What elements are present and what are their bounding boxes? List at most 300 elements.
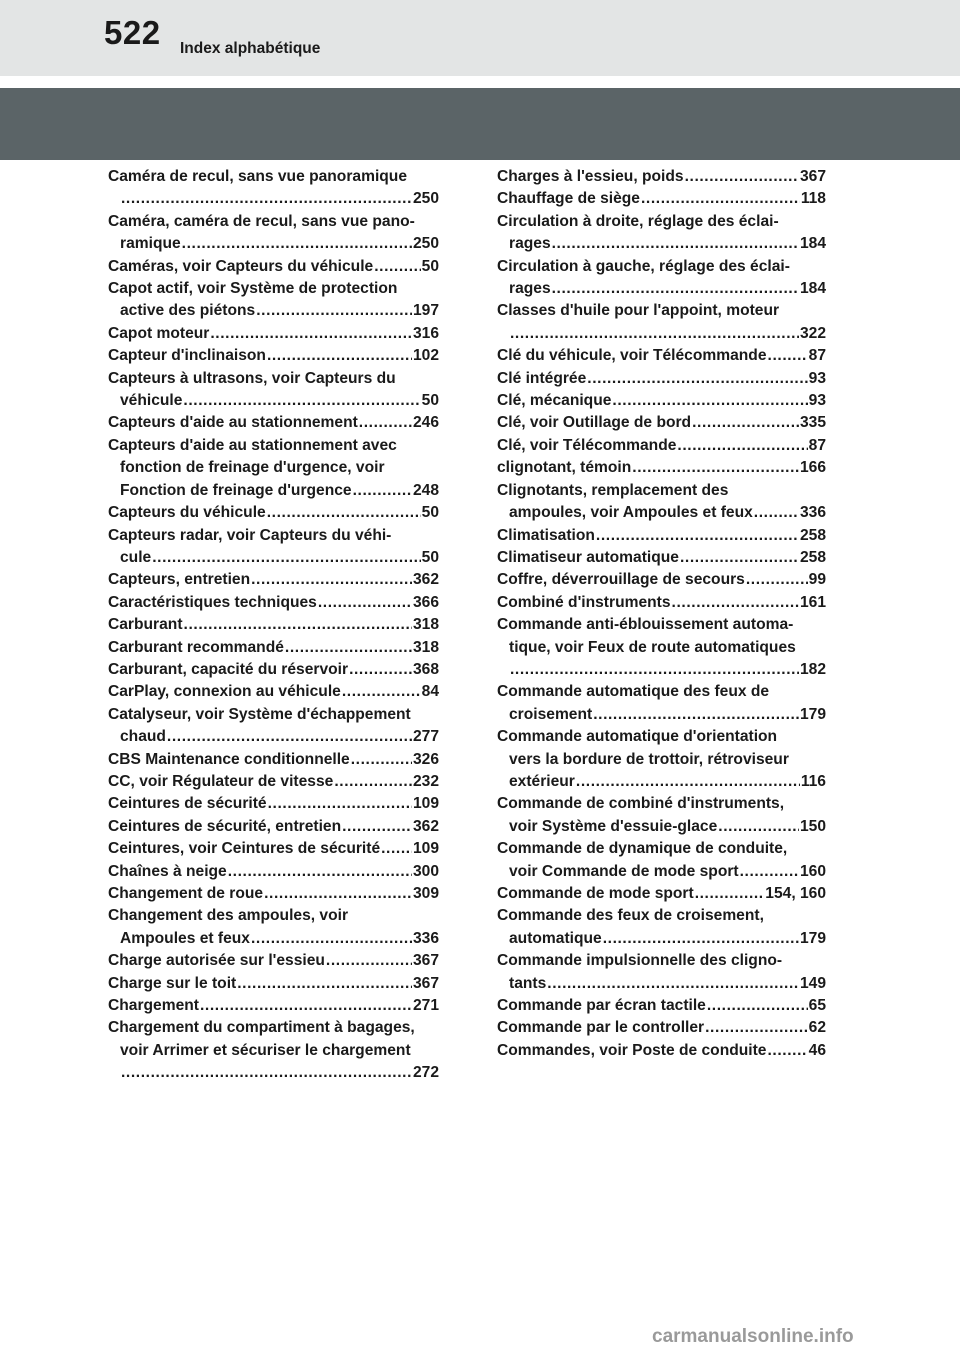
- dot-leader: [768, 345, 808, 367]
- index-page-reference: 62: [808, 1019, 826, 1037]
- index-entry-term: Climatiseur automatique: [497, 548, 679, 566]
- index-entry-reference: [108, 793, 439, 815]
- index-entry-reference: [108, 995, 439, 1017]
- index-entry-reference: [108, 771, 439, 793]
- index-page-reference: 50: [421, 548, 439, 566]
- dot-leader: [677, 435, 807, 457]
- index-entry: [108, 592, 439, 614]
- index-entry: [108, 681, 439, 703]
- index-entry-term: Clé intégrée: [497, 369, 587, 387]
- dot-leader: [767, 1040, 807, 1062]
- index-entry-line: Classes d'huile pour l'appoint, moteur: [497, 302, 780, 320]
- index-entry: [497, 390, 826, 412]
- index-entry: [108, 435, 439, 502]
- index-entry: [497, 995, 826, 1017]
- index-entry-line: Commande automatique des feux de: [497, 683, 770, 701]
- page-header: [0, 0, 960, 76]
- index-entry-reference: [497, 278, 826, 300]
- index-entry-term: Charge autorisée sur l'essieu: [108, 952, 325, 970]
- index-entry-line: fonction de freinage d'urgence, voir: [120, 459, 385, 477]
- dot-leader: [210, 323, 412, 345]
- dot-leader: [182, 233, 412, 255]
- index-entry: [108, 502, 439, 524]
- dot-leader: [342, 816, 412, 838]
- index-entry-reference: [108, 569, 439, 591]
- index-page-reference: 246: [412, 414, 439, 432]
- index-entry-term: Charges à l'essieu, poids: [497, 168, 684, 185]
- dot-leader: [680, 547, 799, 569]
- index-page-reference: 102: [412, 347, 439, 365]
- index-page-reference: 258: [799, 548, 826, 566]
- index-entry: [108, 838, 439, 860]
- index-entry-reference: [497, 592, 826, 614]
- index-entry-term: rages: [509, 280, 551, 298]
- index-entry-term: Commandes, voir Poste de conduite: [497, 1041, 767, 1059]
- index-entry-line: Circulation à gauche, réglage des éclai-: [497, 257, 790, 275]
- index-entry: [108, 569, 439, 591]
- index-entry: [108, 950, 439, 972]
- index-page-reference: 84: [421, 683, 439, 701]
- index-entry-reference: [108, 883, 439, 905]
- index-entry-term: Capteurs d'aide au stationnement: [108, 414, 358, 432]
- index-entry-term: automatique: [509, 929, 602, 947]
- index-entry-line: Capteurs radar, voir Capteurs du véhi-: [108, 526, 392, 544]
- index-entry-term: tants: [509, 974, 547, 992]
- index-entry: [108, 412, 439, 434]
- index-page-reference: 50: [421, 392, 439, 410]
- index-entry-reference: [108, 950, 439, 972]
- index-page-reference: 367: [412, 974, 439, 992]
- index-entry-line: Catalyseur, voir Système d'échappement: [108, 705, 411, 723]
- index-entry-term: Caractéristiques techniques: [108, 593, 317, 611]
- dot-leader: [184, 614, 412, 636]
- index-entry-reference: [108, 345, 439, 367]
- index-entry-line: Capteurs d'aide au stationnement avec: [108, 436, 397, 454]
- index-entry-reference: [108, 1062, 439, 1084]
- index-page-reference: 50: [421, 257, 439, 275]
- index-page-reference: 250: [412, 235, 439, 253]
- index-entry-reference: [497, 547, 826, 569]
- dot-leader: [121, 188, 412, 210]
- index-page-reference: 109: [412, 795, 439, 813]
- dot-leader: [342, 681, 421, 703]
- dot-leader: [547, 973, 799, 995]
- index-entry: [108, 816, 439, 838]
- index-entry-reference: [497, 995, 826, 1017]
- index-page-reference: 182: [799, 660, 826, 678]
- index-page-reference: 248: [412, 481, 439, 499]
- index-entry-reference: [108, 838, 439, 860]
- index-entry: [497, 300, 826, 345]
- index-page-reference: 109: [412, 840, 439, 858]
- index-entry-reference: [108, 502, 439, 524]
- index-entry-reference: [108, 861, 439, 883]
- index-page-reference: 367: [799, 168, 826, 185]
- index-entry-reference: [497, 435, 826, 457]
- index-page-reference: 197: [412, 302, 439, 320]
- index-entry-term: Commande par écran tactile: [497, 997, 706, 1015]
- dot-leader: [587, 368, 807, 390]
- index-entry-line: Caméra, caméra de recul, sans vue pano-: [108, 212, 415, 230]
- index-entry: [497, 950, 826, 995]
- dot-leader: [740, 861, 799, 883]
- dot-leader: [351, 749, 412, 771]
- index-entry-line: Commande impulsionnelle des cligno-: [497, 952, 783, 970]
- index-entry-reference: [497, 569, 826, 591]
- index-entry: [108, 368, 439, 413]
- dot-leader: [381, 838, 412, 860]
- index-entry: [108, 166, 439, 211]
- dot-leader: [632, 457, 799, 479]
- dot-leader: [374, 256, 420, 278]
- index-page-reference: 258: [799, 526, 826, 544]
- index-entry-reference: [497, 1017, 826, 1039]
- dot-leader: [612, 390, 807, 412]
- dot-leader: [267, 502, 421, 524]
- index-page-reference: 184: [799, 280, 826, 298]
- index-entry-reference: [497, 233, 826, 255]
- index-entry-reference: [497, 166, 826, 188]
- index-page-reference: 93: [808, 392, 826, 410]
- index-entry-reference: [497, 861, 826, 883]
- index-entry: [108, 659, 439, 681]
- index-entry-reference: [108, 323, 439, 345]
- index-entry-term: Carburant, capacité du réservoir: [108, 660, 349, 678]
- index-page-reference: 87: [808, 347, 826, 365]
- dot-leader: [576, 771, 800, 793]
- index-entry: [108, 256, 439, 278]
- index-entry: [497, 1017, 826, 1039]
- index-entry-reference: [108, 928, 439, 950]
- index-entry: [497, 345, 826, 367]
- index-entry: [108, 749, 439, 771]
- index-page-reference: 326: [412, 750, 439, 768]
- index-entry-reference: [108, 681, 439, 703]
- dot-leader: [251, 928, 412, 950]
- index-entry: [497, 412, 826, 434]
- dot-leader: [256, 300, 412, 322]
- index-entry: [108, 883, 439, 905]
- dot-leader: [228, 861, 412, 883]
- index-entry: [497, 211, 826, 256]
- dot-leader: [251, 569, 412, 591]
- index-entry-reference: [497, 502, 826, 524]
- index-page-reference: 179: [799, 705, 826, 723]
- index-page-reference: 318: [412, 638, 439, 656]
- index-entry-line: Clignotants, remplacement des: [497, 481, 729, 499]
- index-entry-reference: [497, 412, 826, 434]
- index-page-reference: 250: [412, 190, 439, 208]
- index-page-reference: 166: [799, 459, 826, 477]
- dot-leader: [695, 883, 765, 905]
- index-page-reference: 179: [799, 929, 826, 947]
- index-page-reference: 161: [799, 593, 826, 611]
- dot-leader: [603, 928, 799, 950]
- index-entry: [497, 1040, 826, 1062]
- index-entry: [108, 861, 439, 883]
- index-entry-term: Coffre, déverrouillage de secours: [497, 571, 745, 589]
- index-page-reference: 367: [412, 952, 439, 970]
- index-column-right: [497, 166, 826, 1062]
- index-page-reference: 154, 160: [765, 885, 826, 902]
- index-page-reference: 184: [799, 235, 826, 253]
- index-entry-reference: [108, 233, 439, 255]
- index-entry: [108, 211, 439, 256]
- index-entry: [497, 569, 826, 591]
- index-entry-term: croisement: [509, 705, 593, 723]
- dot-leader: [334, 771, 412, 793]
- index-entry-reference: [497, 345, 826, 367]
- index-page-reference: 271: [412, 997, 439, 1015]
- dot-leader: [349, 659, 412, 681]
- dot-leader: [641, 188, 800, 210]
- index-entry-line: Chargement du compartiment à bagages,: [108, 1019, 415, 1037]
- dot-leader: [692, 412, 799, 434]
- index-entry-reference: [497, 816, 826, 838]
- dot-leader: [685, 166, 799, 188]
- index-entry: [108, 345, 439, 367]
- index-entry-term: Chaînes à neige: [108, 862, 227, 880]
- index-entry: [497, 256, 826, 301]
- dot-leader: [672, 592, 799, 614]
- index-entry-term: Commande par le controller: [497, 1019, 705, 1037]
- index-page-reference: 322: [799, 324, 826, 342]
- index-entry: [497, 793, 826, 838]
- index-entry-reference: [108, 188, 439, 210]
- index-column-left: [108, 166, 439, 1085]
- index-page-reference: 50: [421, 504, 439, 522]
- index-page-reference: 277: [412, 728, 439, 746]
- index-page-reference: 368: [412, 660, 439, 678]
- index-entry: [108, 704, 439, 749]
- index-entry-term: Clé du véhicule, voir Télécommande: [497, 347, 767, 365]
- dot-leader: [746, 569, 808, 591]
- index-page-reference: 46: [808, 1041, 826, 1059]
- index-entry: [108, 995, 439, 1017]
- index-entry-line: Capot actif, voir Système de protection: [108, 280, 398, 298]
- index-entry-reference: [497, 883, 826, 905]
- dot-leader: [167, 726, 412, 748]
- index-page-reference: 118: [800, 190, 826, 208]
- index-entry-term: Fonction de freinage d'urgence: [120, 481, 352, 499]
- index-entry-reference: [108, 816, 439, 838]
- index-entry-line: Commande de combiné d'instruments,: [497, 795, 785, 813]
- index-entry: [497, 480, 826, 525]
- index-entry-term: extérieur: [509, 772, 575, 790]
- dot-leader: [718, 816, 799, 838]
- index-entry-term: Ceintures de sécurité, entretien: [108, 817, 342, 835]
- index-entry-term: Capot moteur: [108, 324, 210, 342]
- index-entry-term: Climatisation: [497, 526, 595, 544]
- dot-leader: [318, 592, 412, 614]
- index-entry: [497, 681, 826, 726]
- index-entry-line: Caméra de recul, sans vue panoramique: [108, 168, 407, 185]
- index-entry-reference: [108, 614, 439, 636]
- index-entry-term: ramique: [120, 235, 181, 253]
- index-entry-reference: [497, 771, 826, 793]
- index-entry: [497, 547, 826, 569]
- index-entry-term: Combiné d'instruments: [497, 593, 671, 611]
- index-entry-term: Clé, voir Télécommande: [497, 436, 677, 454]
- index-entry-term: Capteur d'inclinaison: [108, 347, 266, 365]
- index-entry-term: Capteurs du véhicule: [108, 504, 266, 522]
- index-entry-reference: [108, 256, 439, 278]
- dot-leader: [237, 973, 412, 995]
- index-entry: [108, 323, 439, 345]
- index-entry-line: Commande des feux de croisement,: [497, 907, 764, 925]
- index-entry-reference: [108, 300, 439, 322]
- index-entry-term: Ceintures de sécurité: [108, 795, 267, 813]
- dot-leader: [200, 995, 412, 1017]
- dot-leader: [510, 659, 799, 681]
- dot-leader: [353, 480, 412, 502]
- index-entry-reference: [497, 704, 826, 726]
- index-entry-line: Commande automatique d'orientation: [497, 728, 778, 746]
- index-page-reference: 99: [808, 571, 826, 589]
- index-entry-reference: [497, 390, 826, 412]
- index-entry-reference: [108, 592, 439, 614]
- index-entry: [108, 1017, 439, 1084]
- dot-leader: [267, 345, 412, 367]
- index-entry-term: véhicule: [120, 392, 183, 410]
- dot-leader: [510, 323, 799, 345]
- index-page-reference: 93: [808, 369, 826, 387]
- index-entry: [497, 614, 826, 681]
- index-entry-reference: [497, 1040, 826, 1062]
- index-entry: [108, 973, 439, 995]
- index-page-reference: 150: [799, 817, 826, 835]
- index-entry-reference: [108, 547, 439, 569]
- index-entry-term: voir Système d'essuie-glace: [509, 817, 718, 835]
- index-page-reference: 309: [412, 885, 439, 902]
- index-entry-reference: [108, 973, 439, 995]
- index-entry-reference: [108, 749, 439, 771]
- dot-leader: [552, 278, 799, 300]
- header-band: [0, 88, 960, 160]
- index-entry-term: Ampoules et feux: [120, 929, 250, 947]
- index-entry-term: Carburant recommandé: [108, 638, 284, 656]
- index-page-reference: 232: [412, 772, 439, 790]
- index-entry-line: Commande de dynamique de conduite,: [497, 840, 788, 858]
- dot-leader: [264, 883, 412, 905]
- index-entry-line: Commande anti-éblouissement automa-: [497, 616, 794, 634]
- dot-leader: [152, 547, 420, 569]
- index-entry-term: voir Commande de mode sport: [509, 862, 739, 880]
- index-entry: [497, 883, 826, 905]
- index-entry: [497, 525, 826, 547]
- index-entry-term: CC, voir Régulateur de vitesse: [108, 772, 334, 790]
- index-entry-term: Ceintures, voir Ceintures de sécurité: [108, 840, 381, 858]
- section-title: Index alphabétique: [180, 40, 321, 57]
- index-page-reference: 362: [412, 817, 439, 835]
- index-page-reference: 65: [808, 997, 826, 1015]
- index-entry-reference: [497, 188, 826, 210]
- index-entry: [108, 637, 439, 659]
- index-entry-reference: [497, 457, 826, 479]
- index-entry-reference: [108, 480, 439, 502]
- dot-leader: [121, 1062, 412, 1084]
- index-entry-term: Chargement: [108, 997, 199, 1015]
- index-entry-term: rages: [509, 235, 551, 253]
- index-entry: [497, 435, 826, 457]
- index-entry-reference: [497, 525, 826, 547]
- index-entry: [497, 368, 826, 390]
- index-entry-reference: [497, 973, 826, 995]
- index-entry-reference: [497, 323, 826, 345]
- index-page-reference: 362: [412, 571, 439, 589]
- index-entry: [497, 457, 826, 479]
- dot-leader: [183, 390, 420, 412]
- index-entry: [497, 592, 826, 614]
- index-entry-term: Clé, voir Outillage de bord: [497, 414, 692, 432]
- index-page-reference: 336: [799, 504, 826, 522]
- dot-leader: [707, 995, 808, 1017]
- index-entry: [108, 771, 439, 793]
- index-entry-reference: [497, 368, 826, 390]
- dot-leader: [359, 412, 412, 434]
- dot-leader: [552, 233, 799, 255]
- watermark: carmanualsonline.info: [652, 1326, 854, 1347]
- index-entry: [497, 188, 826, 210]
- index-entry: [108, 525, 439, 570]
- index-entry-line: tique, voir Feux de route automatiques: [509, 638, 796, 656]
- index-entry-term: CBS Maintenance conditionnelle: [108, 750, 350, 768]
- index-entry: [108, 905, 439, 950]
- dot-leader: [596, 525, 799, 547]
- index-page-reference: 87: [808, 436, 826, 454]
- dot-leader: [285, 637, 412, 659]
- index-entry-line: voir Arrimer et sécuriser le chargement: [120, 1041, 411, 1059]
- index-entry-term: Capteurs, entretien: [108, 571, 251, 589]
- index-entry-term: clignotant, témoin: [497, 459, 632, 477]
- page-number: 522: [104, 14, 161, 51]
- index-entry-term: Changement de roue: [108, 885, 264, 902]
- index-entry-term: ampoules, voir Ampoules et feux: [509, 504, 753, 522]
- index-entry: [497, 905, 826, 950]
- index-page-reference: 316: [412, 324, 439, 342]
- index-entry-reference: [497, 928, 826, 950]
- dot-leader: [593, 704, 799, 726]
- index-entry-term: chaud: [120, 728, 166, 746]
- index-page-reference: 366: [412, 593, 439, 611]
- index-entry-term: Chauffage de siège: [497, 190, 640, 208]
- index-entry: [108, 278, 439, 323]
- index-entry-term: Clé, mécanique: [497, 392, 612, 410]
- index-entry-term: CarPlay, connexion au véhicule: [108, 683, 341, 701]
- index-entry-term: Commande de mode sport: [497, 885, 694, 902]
- index-entry-term: active des piétons: [120, 302, 256, 320]
- index-page-reference: 300: [412, 862, 439, 880]
- index-entry-reference: [108, 659, 439, 681]
- index-page-reference: 335: [799, 414, 826, 432]
- index-page-reference: 149: [799, 974, 826, 992]
- index-entry-reference: [108, 726, 439, 748]
- index-page-reference: 116: [800, 772, 826, 790]
- index-entry: [108, 614, 439, 636]
- index-entry-reference: [108, 390, 439, 412]
- dot-leader: [326, 950, 412, 972]
- index-page-reference: 318: [412, 616, 439, 634]
- index-entry: [108, 793, 439, 815]
- index-entry-reference: [108, 412, 439, 434]
- index-entry-line: Circulation à droite, réglage des éclai-: [497, 212, 779, 230]
- index-entry-term: Charge sur le toit: [108, 974, 237, 992]
- index-entry-line: vers la bordure de trottoir, rétroviseur: [509, 750, 789, 768]
- index-page-reference: 160: [799, 862, 826, 880]
- index-entry-line: Changement des ampoules, voir: [108, 907, 349, 925]
- index-page-reference: 272: [412, 1064, 439, 1082]
- index-entry-reference: [108, 637, 439, 659]
